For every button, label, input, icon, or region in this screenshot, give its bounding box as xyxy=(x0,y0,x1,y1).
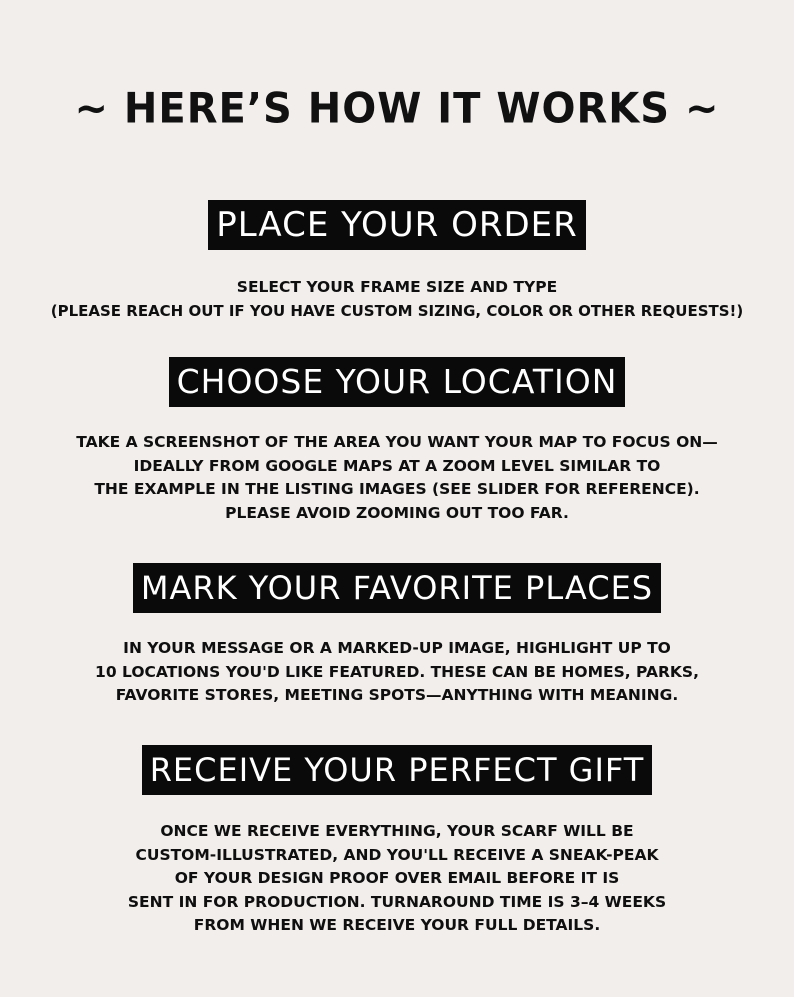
step-4-heading: RECEIVE YOUR PERFECT GIFT xyxy=(142,745,653,795)
page-title: ~ HERE’S HOW IT WORKS ~ xyxy=(74,84,720,134)
step-4-description xyxy=(0,820,794,938)
step-3-description xyxy=(0,637,794,708)
step-3-banner xyxy=(0,563,794,613)
step-1-heading: PLACE YOUR ORDER xyxy=(208,200,586,250)
step-2-heading: CHOOSE YOUR LOCATION xyxy=(169,357,626,407)
step-1-description xyxy=(0,276,794,323)
step-4-line-3: OF YOUR DESIGN PROOF OVER EMAIL BEFORE IT IS xyxy=(174,869,620,887)
step-1-banner xyxy=(0,200,794,250)
step-2-line-4: PLEASE AVOID ZOOMING OUT TOO FAR. xyxy=(225,503,569,522)
step-4-line-1: ONCE WE RECEIVE EVERYTHING, YOUR SCARF WILL BE xyxy=(160,822,634,840)
step-2-banner xyxy=(0,357,794,407)
step-3-heading: MARK YOUR FAVORITE PLACES xyxy=(133,563,661,613)
step-2-line-1: TAKE A SCREENSHOT OF THE AREA YOU WANT YOUR MAP TO FOCUS ON— xyxy=(76,433,718,451)
step-2-line-2: IDEALLY FROM GOOGLE MAPS AT A ZOOM LEVEL SIMILAR TO xyxy=(133,456,661,475)
step-1-line-2: (PLEASE REACH OUT IF YOU HAVE CUSTOM SIZING, COLOR OR OTHER REQUESTS!) xyxy=(50,301,744,320)
step-4-line-5: FROM WHEN WE RECEIVE YOUR FULL DETAILS. xyxy=(193,916,601,934)
step-4-line-4: SENT IN FOR PRODUCTION. TURNAROUND TIME IS 3–4 WEEKS xyxy=(127,892,667,911)
step-2-description xyxy=(0,431,794,525)
step-4-banner xyxy=(0,745,794,795)
step-1-line-1: SELECT YOUR FRAME SIZE AND TYPE xyxy=(236,278,558,296)
step-4-line-2: CUSTOM-ILLUSTRATED, AND YOU'LL RECEIVE A SNEAK-PEAK xyxy=(135,845,659,864)
step-3-line-3: FAVORITE STORES, MEETING SPOTS—ANYTHING WITH MEANING. xyxy=(115,686,679,704)
step-3-line-1: IN YOUR MESSAGE OR A MARKED-UP IMAGE, HIGHLIGHT UP TO xyxy=(123,639,671,657)
step-3-line-2: 10 LOCATIONS YOU'D LIKE FEATURED. THESE CAN BE HOMES, PARKS, xyxy=(95,662,699,681)
step-2-line-3: THE EXAMPLE IN THE LISTING IMAGES (SEE SLIDER FOR REFERENCE). xyxy=(94,480,700,498)
